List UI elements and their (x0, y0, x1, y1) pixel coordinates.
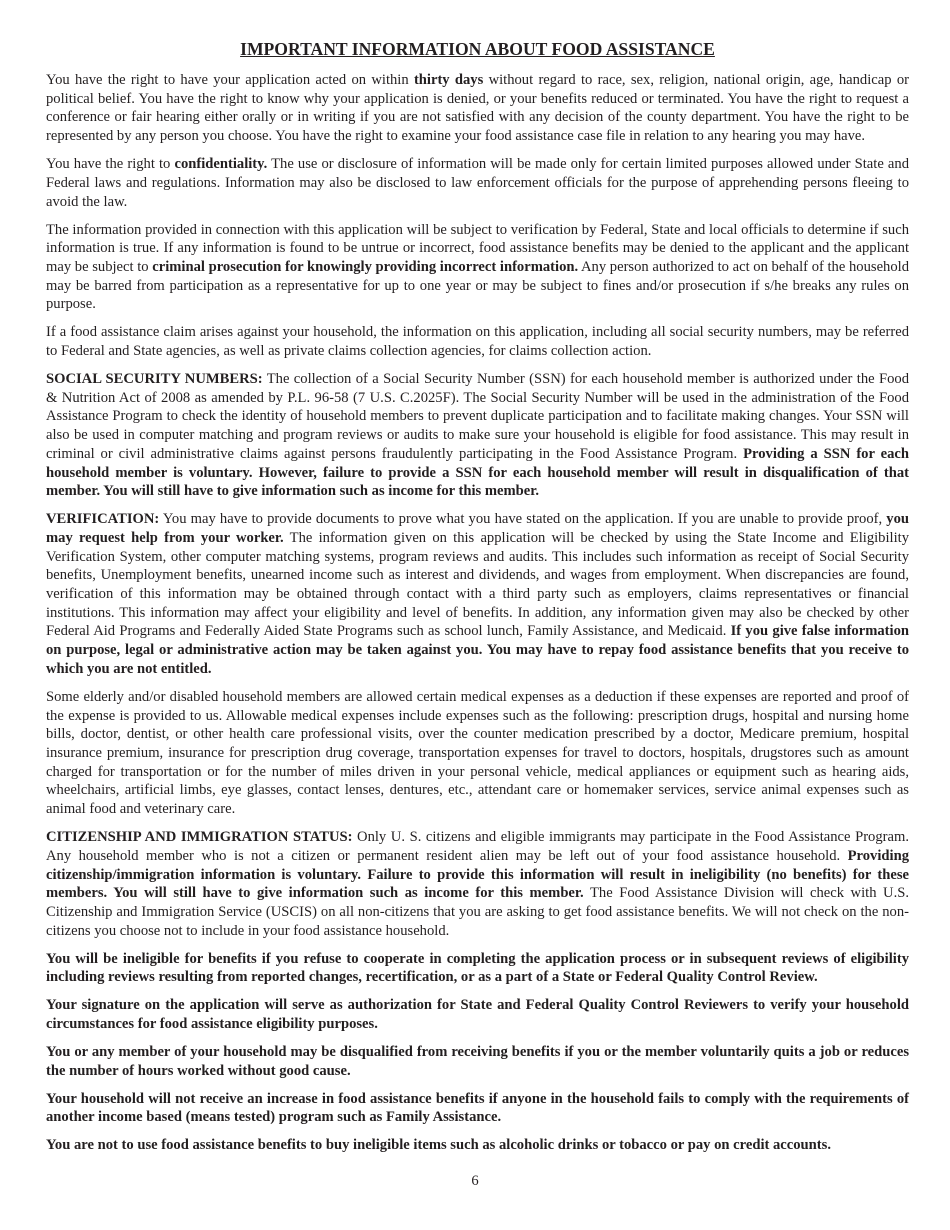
page-title: IMPORTANT INFORMATION ABOUT FOOD ASSISTANCE (240, 39, 715, 59)
claims-paragraph: If a food assistance claim arises against your household, the information on this application, including all social security numbers, may be referred to Federal and State agencies, as well as private claims collection agencies, for claims collection action. (46, 324, 909, 360)
page-number: 6 (471, 1173, 479, 1189)
ssn-paragraph: SOCIAL SECURITY NUMBERS: The collection of a Social Security Number (SSN) for each household member is authorized under the Food & Nutrition Act of 2008 as amended by P.L. 96-58 (7 U.S. C.2025F). The Social Security Number will be used in the administration of the Food Assistance Program to check the identity of household members to prevent duplicate participation and to facilitate making changes. Your SSN will also be used in computer matching and program reviews or audits to make sure your household is eligible for food assistance. This may result in criminal or civil administrative claims against persons fraudulently participating in the Food Assistance Program. Providing a SSN for each household member is voluntary. However, failure to provide a SSN for each household member will result in disqualification of that member. You will still have to give information such as income for this member. (46, 371, 909, 500)
means-tested-paragraph: Your household will not receive an increase in food assistance benefits if anyone in the household fails to comply with the requirements of another income based (means tested) program such as Family Assistance. (46, 1090, 909, 1126)
disqualification-paragraph: You or any member of your household may be disqualified from receiving benefits if you or the member voluntarily quits a job or reduces the number of hours worked without good cause. (46, 1044, 909, 1079)
verification-officials-paragraph: The information provided in connection with this application will be subject to verification by Federal, State and local officials to determine if such information is true. If any information is found to be untrue or incorrect, food assistance benefits may be denied to the applicant and the applicant may be subject to criminal prosecution for knowingly providing incorrect information. Any person authorized to act on behalf of the household may be barred from participation as a representative for up to one year or may be subject to fines and/or prosecution if s/he breaks any rules on purpose. (46, 221, 909, 313)
signature-authorization-paragraph: Your signature on the application will serve as authorization for State and Federal Quality Control Reviewers to verify your household circumstances for food assistance eligibility purposes. (46, 997, 909, 1033)
confidentiality-paragraph: You have the right to confidentiality. The use or disclosure of information will be made only for certain limited purposes allowed under State and Federal laws and regulations. Information may also be disclosed to law enforcement officials for the purpose of apprehending persons fleeing to avoid the law. (46, 156, 909, 210)
document-page (46, 38, 909, 1164)
medical-expenses-paragraph: Some elderly and/or disabled household members are allowed certain medical expenses as a deduction if these expenses are reported and proof of the expense is provided to us. Allowable medical expenses include expenses such as the following: prescription drugs, hospital and nursing home bills, doctor, dentist, or other health care professional visits, over the counter medication prescribed by a doctor, Medicare premium, hospital insurance premium, insurance for prescription drug coverage, transportation expenses for travel to doctors, hospitals, drugstores such as amount charged for transportation or for the number of miles driven in your personal vehicle, medical appliances or equipment such as hearing aids, wheelchairs, artificial limbs, eye glasses, contact lenses, dentures, etc., attendant care or homemaker services, service animal expenses such as animal food and veterinary care. (46, 688, 909, 818)
rights-paragraph: You have the right to have your application acted on within thirty days without regard to race, sex, religion, national origin, age, handicap or political belief. You have the right to know why your application is denied, or your benefits reduced or terminated. You have the right to request a conference or fair hearing either orally or in writing if you are not satisfied with any decision of the county department. You have the right to be represented by any person you choose. You have the right to examine your food assistance case file in relation to any hearing you may have. (46, 72, 909, 145)
ineligible-items-paragraph: You are not to use food assistance benefits to buy ineligible items such as alcoholic drinks or tobacco or pay on credit accounts. (46, 1137, 831, 1154)
verification-paragraph: VERIFICATION: You may have to provide documents to prove what you have stated on the application. If you are unable to provide proof, you may request help from your worker. The information given on this application will be checked by using the State Income and Eligibility Verification System, other computer matching systems, program reviews and audits. This includes such information as receipt of Social Security benefits, Unemployment benefits, unearned income such as interest and dividends, and wages from employment. When discrepancies are found, verification of this information may be obtained through contact with a third party such as employers, claims representatives or financial institutions. This information may affect your eligibility and level of benefits. In addition, any information given may also be checked by other Federal Aid Programs and Federally Aided State Programs such as school lunch, Family Assistance, and Medicaid. If you give false information on purpose, legal or administrative action may be taken against you. You may have to repay food assistance benefits that you receive to which you are not entitled. (46, 511, 909, 677)
ineligibility-paragraph: You will be ineligible for benefits if you refuse to cooperate in completing the application process or in subsequent reviews of eligibility including reviews resulting from reported changes, recertification, or as a part of a State or Federal Quality Control Review. (46, 950, 909, 986)
citizenship-paragraph: CITIZENSHIP AND IMMIGRATION STATUS: Only U. S. citizens and eligible immigrants may participate in the Food Assistance Program. Any household member who is not a citizen or permanent resident alien may be left out of your food assistance household. Providing citizenship/immigration information is voluntary. Failure to provide this information will result in ineligibility (no benefits) for these members. You will still have to give information such as income for this member. The Food Assistance Division will check with U.S. Citizenship and Immigration Service (USCIS) on all non-citizens that you are asking to get food assistance benefits. We will not check on the non-citizens you choose not to include in your food assistance household. (46, 829, 909, 939)
